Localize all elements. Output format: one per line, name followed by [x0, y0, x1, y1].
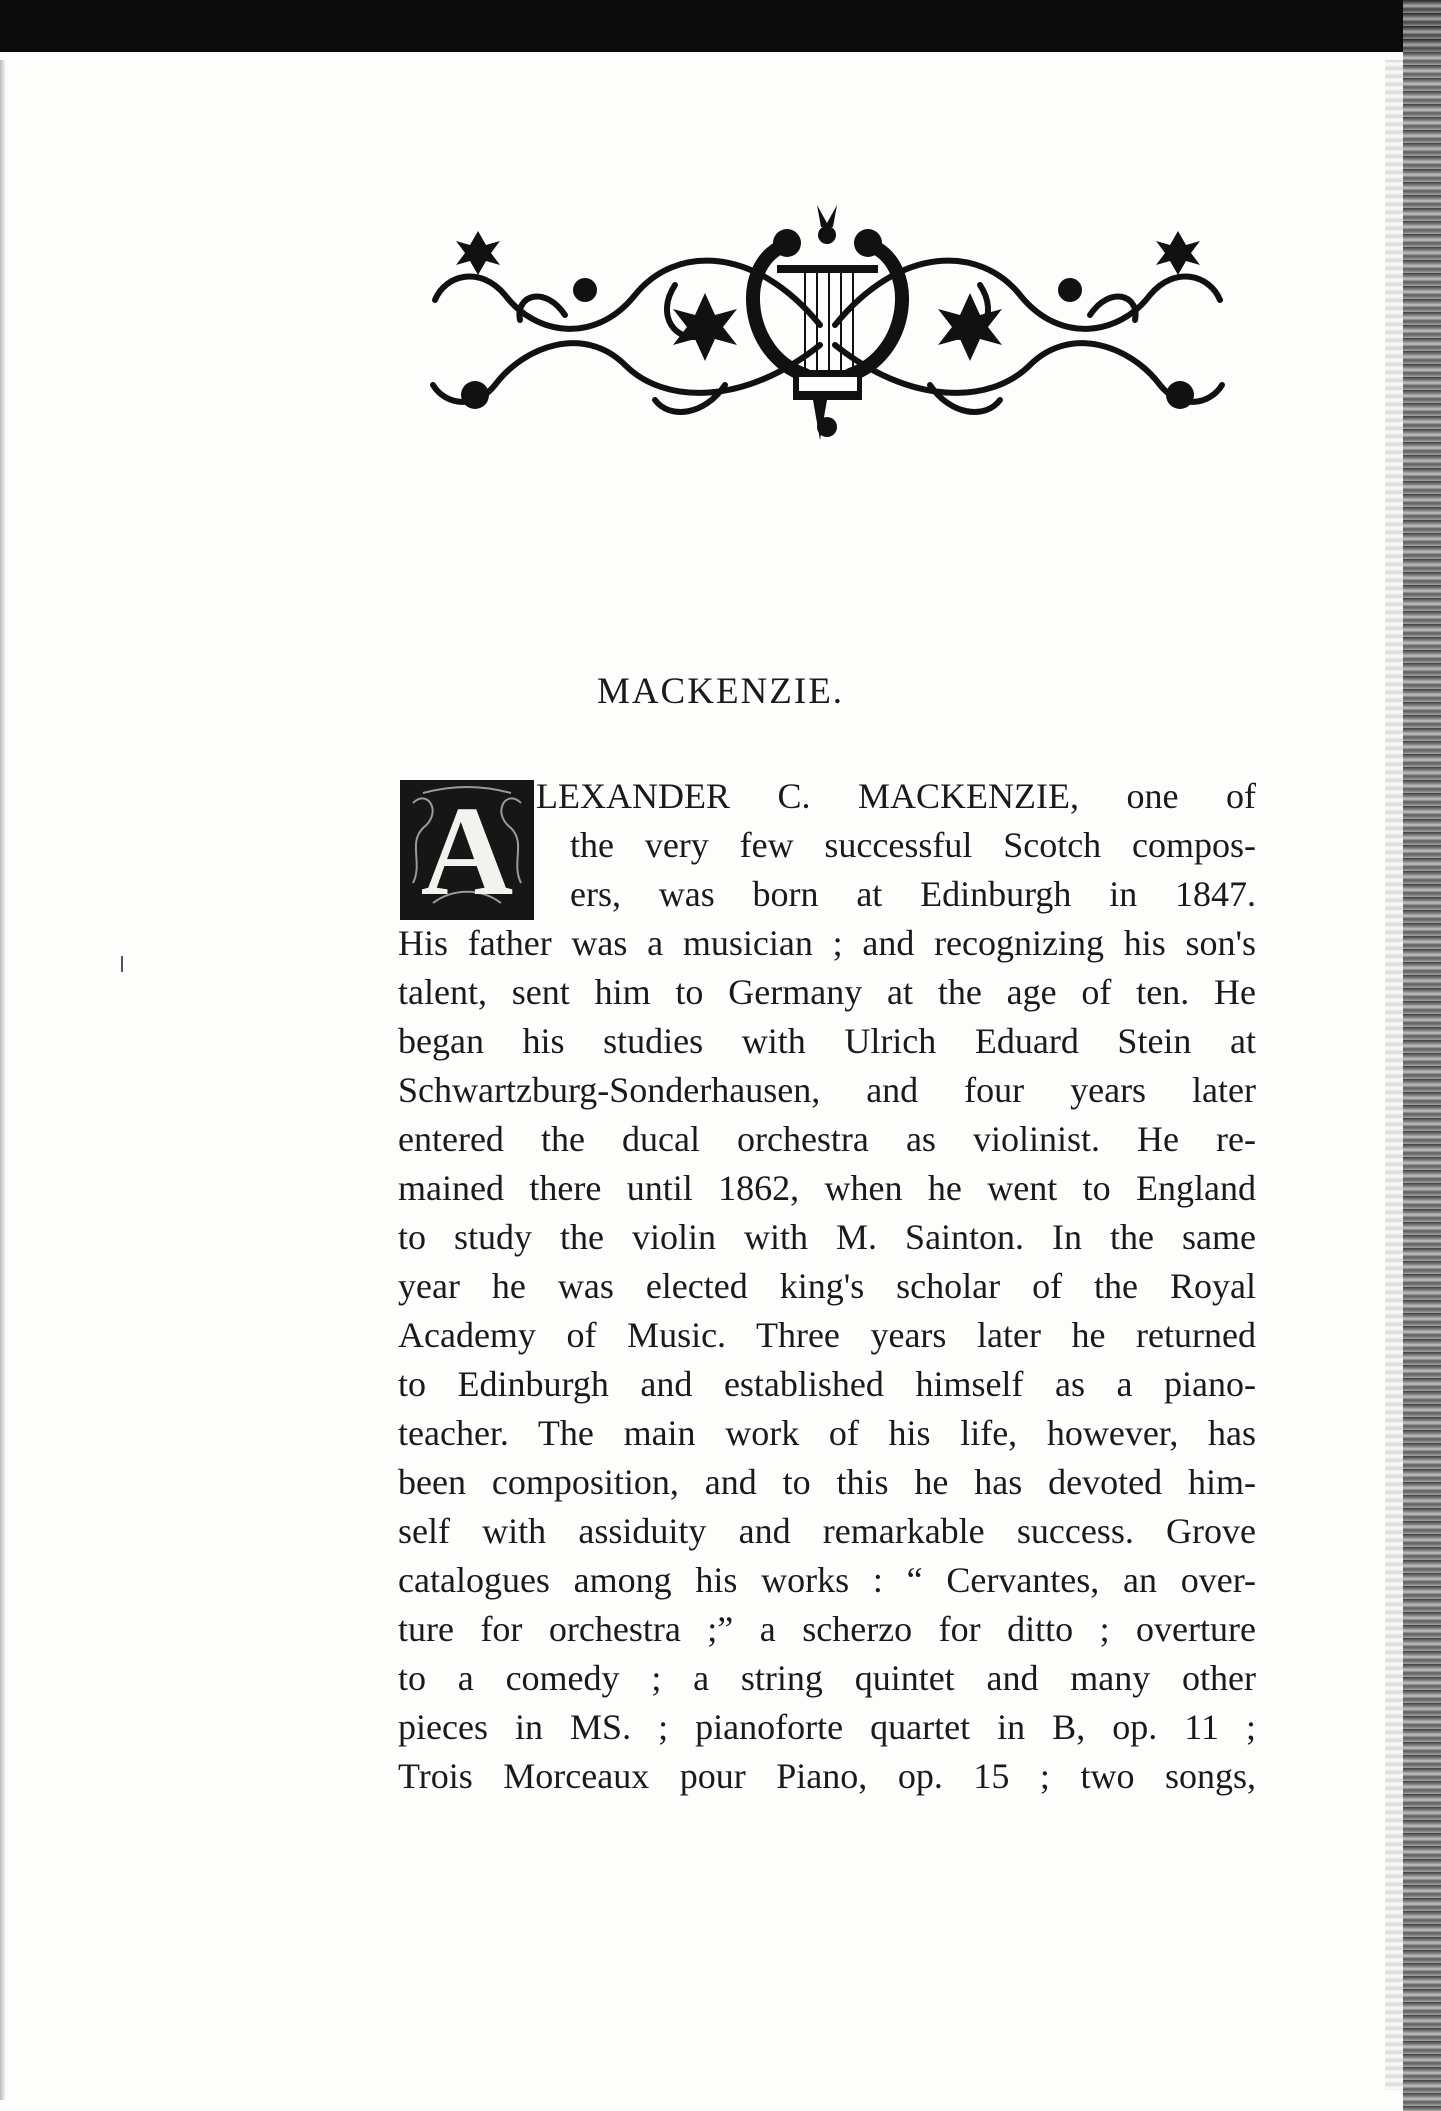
text-line: Academy of Music. Three years later he returned — [398, 1315, 1256, 1355]
text-line: teacher. The main work of his life, however, has — [398, 1413, 1256, 1453]
text-line: year he was elected king's scholar of the Royal — [398, 1266, 1256, 1306]
stray-mark — [121, 956, 123, 972]
text-line: Trois Morceaux pour Piano, op. 15 ; two songs, — [398, 1756, 1256, 1796]
drop-cap-letter: A — [420, 780, 514, 922]
page-left-edge — [0, 60, 6, 2100]
text-line: began his studies with Ulrich Eduard Stein at — [398, 1021, 1256, 1061]
text-line: mained there until 1862, when he went to England — [398, 1168, 1256, 1208]
chapter-heading: MACKENZIE. — [596, 671, 845, 712]
scan-right-border — [1403, 0, 1441, 2111]
lyre-ornament-icon — [425, 205, 1230, 455]
page-right-shadow — [1385, 60, 1403, 2090]
text-line: pieces in MS. ; pianoforte quartet in B, op. 11 ; — [398, 1707, 1256, 1747]
scan-top-border — [0, 0, 1441, 60]
text-line: been composition, and to this he has devoted him- — [398, 1462, 1256, 1502]
text-line: to study the violin with M. Sainton. In the same — [398, 1217, 1256, 1257]
text-line: His father was a musician ; and recognizing his son's — [398, 923, 1256, 963]
text-line: the very few successful Scotch compos- — [570, 825, 1256, 865]
text-line: Schwartzburg-Sonderhausen, and four years later — [398, 1070, 1256, 1110]
drop-cap — [400, 780, 534, 920]
text-line: LEXANDER C. MACKENZIE, one of — [536, 776, 1256, 816]
text-line: talent, sent him to Germany at the age of ten. He — [398, 972, 1256, 1012]
text-line: ers, was born at Edinburgh in 1847. — [570, 874, 1256, 914]
text-line: ture for orchestra ;” a scherzo for ditto ; overture — [398, 1609, 1256, 1649]
text-line: to a comedy ; a string quintet and many other — [398, 1658, 1256, 1698]
text-line: entered the ducal orchestra as violinist. He re- — [398, 1119, 1256, 1159]
text-line: catalogues among his works : “ Cervantes, an over- — [398, 1560, 1256, 1600]
text-line: to Edinburgh and established himself as a piano- — [398, 1364, 1256, 1404]
page-top-edge — [0, 52, 1441, 66]
text-line: self with assiduity and remarkable success. Grove — [398, 1511, 1256, 1551]
